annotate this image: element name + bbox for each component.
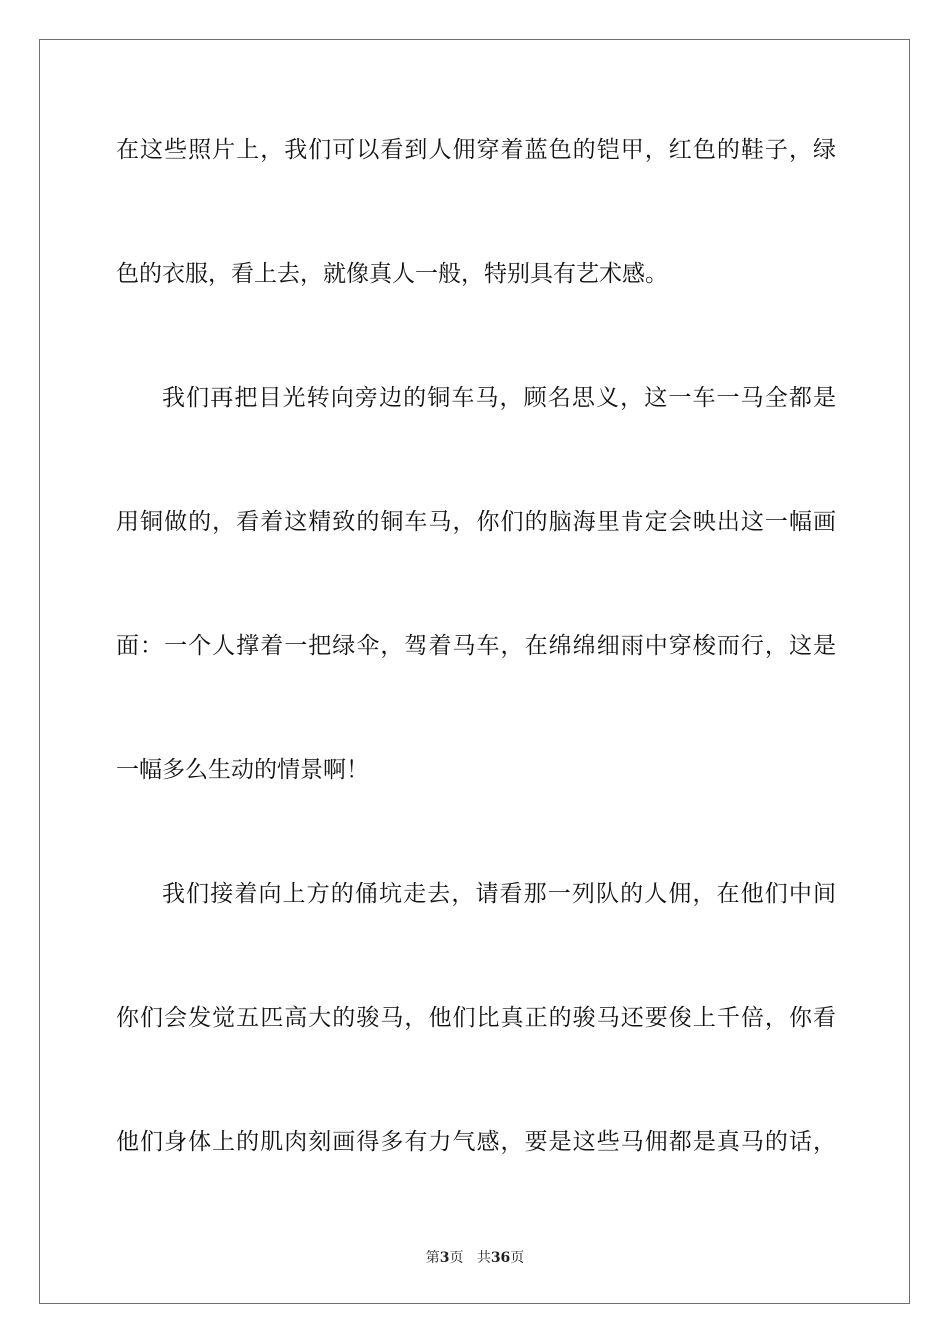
- total-suffix: 页: [510, 1250, 525, 1266]
- page-prefix: 第: [425, 1250, 440, 1266]
- text-line: 面：一个人撑着一把绿伞，驾着马车，在绵绵细雨中穿梭而行，这是: [116, 633, 836, 659]
- text-line: 在这些照片上，我们可以看到人佣穿着蓝色的铠甲，红色的鞋子，绿: [116, 137, 836, 163]
- text-line: 我们接着向上方的俑坑走去，请看那一列队的人佣，在他们中间: [162, 881, 836, 907]
- total-prefix: 共: [476, 1250, 491, 1266]
- text-line: 我们再把目光转向旁边的铜车马，顾名思义，这一车一马全都是: [162, 385, 836, 411]
- page-border: [39, 39, 910, 1304]
- total-pages: 36: [490, 1250, 511, 1266]
- text-line: 用铜做的，看着这精致的铜车马，你们的脑海里肯定会映出这一幅画: [116, 509, 836, 535]
- text-line: 色的衣服，看上去，就像真人一般，特别具有艺术感。: [116, 261, 668, 287]
- page-footer: [0, 1247, 950, 1269]
- page-suffix: 页: [449, 1250, 464, 1266]
- page-number: 3: [439, 1250, 450, 1266]
- text-line: 他们身体上的肌肉刻画得多有力气感，要是这些马佣都是真马的话，: [116, 1129, 836, 1155]
- text-line: 一幅多么生动的情景啊！: [116, 757, 369, 783]
- text-line: 你们会发觉五匹高大的骏马，他们比真正的骏马还要俊上千倍，你看: [116, 1005, 836, 1031]
